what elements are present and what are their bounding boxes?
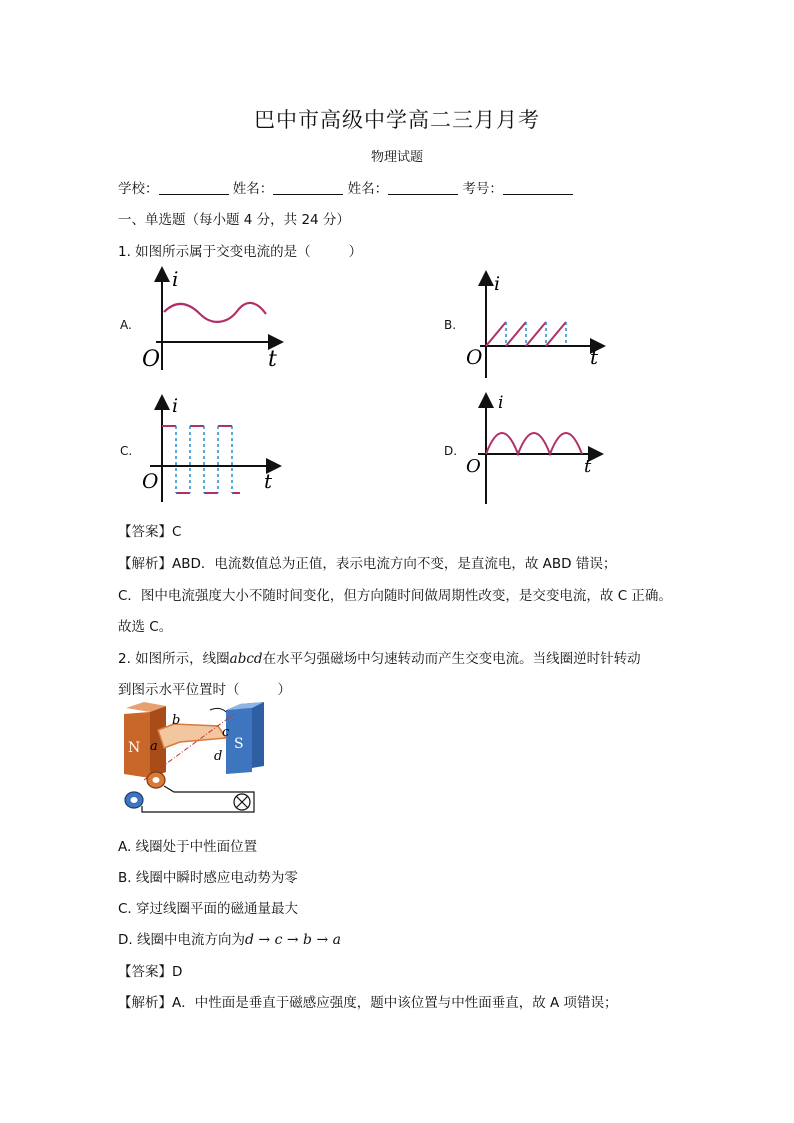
q2-stem (118, 647, 641, 667)
q2-stem-text-a: 2. 如图所示，线圈 (118, 651, 230, 667)
origin-label: O (466, 456, 481, 477)
info-number-label: 考号： (462, 181, 503, 197)
q2-stem-close: ） (277, 682, 291, 698)
q2-coil-name: abcd (229, 651, 263, 667)
label-b: b (172, 713, 181, 728)
school-blank[interactable] (159, 180, 229, 195)
q2-stem-text-b: 在水平匀强磁场中匀速转动而产生交变电流。当线圈逆时针转动 (262, 651, 641, 667)
section-heading: 一、单选题（每小题 4 分，共 24 分） (118, 212, 350, 228)
label-a: a (150, 739, 158, 754)
q1-option-d-label[interactable]: D. (444, 444, 458, 458)
page-title: 巴中市高级中学高二三月月考 (254, 108, 540, 132)
q1-stem-close: ） (348, 244, 363, 260)
n-label: N (128, 740, 141, 756)
q2-option-a[interactable]: A. 线圈处于中性面位置 (118, 839, 258, 855)
square-wave-edges (176, 426, 232, 493)
name-blank[interactable] (273, 180, 343, 195)
i-label: i (494, 273, 501, 295)
graph-d (462, 390, 612, 506)
q2-analysis: 【解析】A．中性面是垂直于磁感应强度，题中该位置与中性面垂直，故 A 项错误； (118, 995, 618, 1011)
q1-option-b-label[interactable]: B. (444, 318, 457, 332)
label-d: d (214, 749, 223, 764)
q1-analysis-2: C．图中电流强度大小不随时间变化，但方向随时间做周期性改变，是交变电流，故 C 正确。 (118, 588, 672, 604)
info-name-label: 姓名： (232, 181, 274, 197)
graph-c (138, 392, 288, 506)
q2-option-d[interactable] (118, 928, 341, 948)
q2-option-d-path: d → c → b → a (244, 932, 341, 948)
i-label: i (172, 395, 179, 417)
q2-answer: 【答案】D (118, 964, 183, 980)
q2-stem-line2-text: 到图示水平位置时（ (118, 682, 240, 698)
rotation-arrow (210, 708, 226, 712)
origin-label: O (142, 347, 161, 372)
q2-option-c[interactable]: C. 穿过线圈平面的磁通量最大 (118, 901, 299, 917)
q1-answer: 【答案】C (118, 524, 182, 540)
slip-ring-2-hole (131, 797, 138, 803)
graph-b (462, 266, 612, 384)
name2-blank[interactable] (388, 180, 458, 195)
q1-stem (118, 240, 362, 260)
generator-figure (114, 700, 264, 822)
q1-option-c-label[interactable]: C. (120, 444, 133, 458)
q1-option-a-label[interactable]: A. (120, 318, 132, 332)
q1-analysis-1: 【解析】ABD．电流数值总为正值，表示电流方向不变，是直流电，故 ABD 错误； (118, 556, 617, 572)
q2-option-b[interactable]: B. 线圈中瞬时感应电动势为零 (118, 870, 298, 886)
s-label: S (234, 736, 244, 752)
info-line (118, 177, 573, 197)
q1-stem-text: 1. 如图所示属于交变电流的是（ (118, 244, 311, 260)
t-label: t (590, 345, 599, 369)
i-label: i (172, 267, 179, 291)
coil-abcd (158, 724, 226, 748)
info-name2-label: 姓名： (347, 181, 389, 197)
number-blank[interactable] (503, 180, 573, 195)
origin-label: O (142, 469, 159, 493)
label-c: c (222, 725, 230, 740)
rectified-current (486, 433, 582, 454)
info-school-label: 学校： (118, 181, 159, 197)
t-label: t (264, 469, 273, 493)
t-label: t (584, 456, 592, 477)
current-curve (164, 303, 266, 322)
q2-option-d-text: D. 线圈中电流方向为 (118, 932, 245, 948)
t-label: t (268, 347, 277, 372)
q2-stem-line2 (118, 678, 291, 698)
page-subtitle: 物理试题 (370, 150, 423, 165)
slip-ring-1-hole (153, 777, 160, 783)
i-label: i (498, 393, 504, 413)
q1-analysis-3: 故选 C。 (118, 619, 173, 635)
origin-label: O (466, 345, 483, 369)
square-wave-current (162, 426, 240, 493)
graph-a (138, 262, 288, 377)
